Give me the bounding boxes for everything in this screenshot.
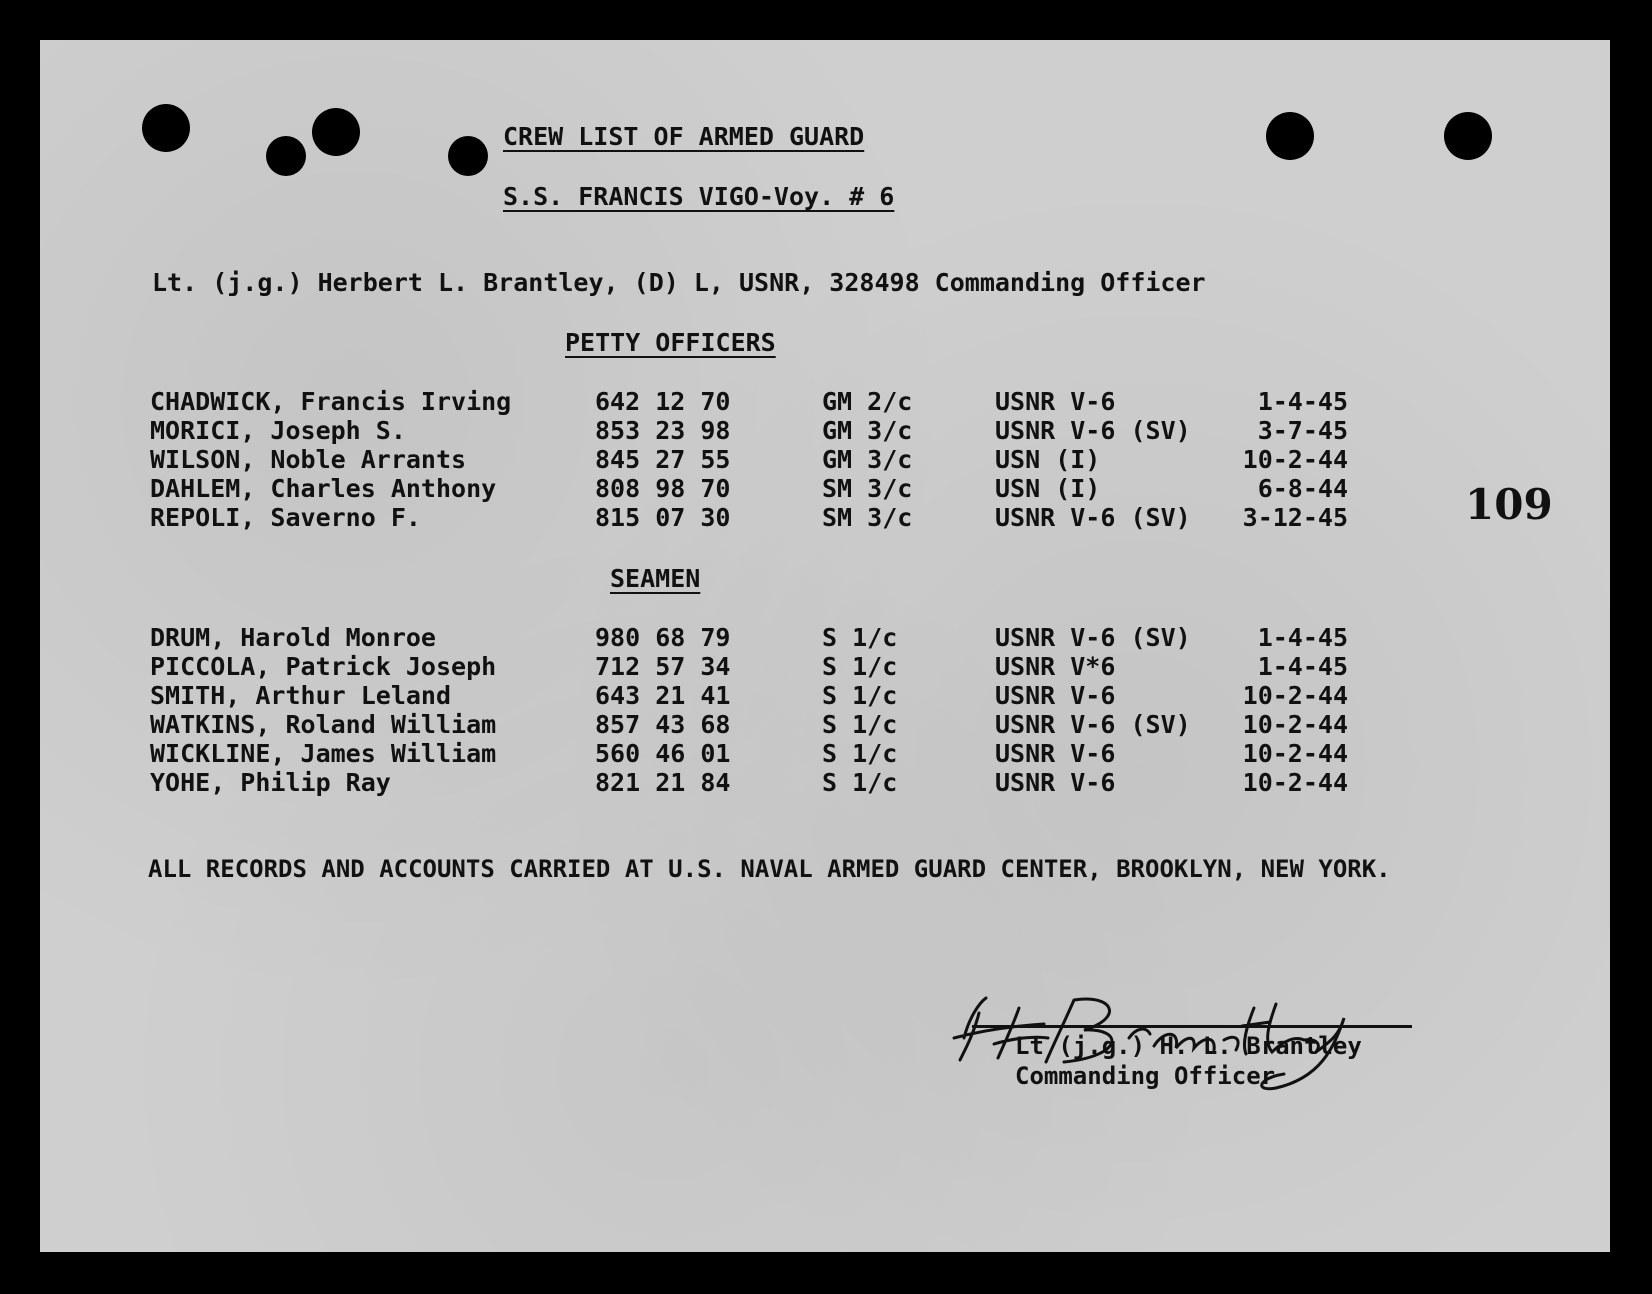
seamen-heading: SEAMEN bbox=[610, 564, 701, 593]
rate: GM 3/c bbox=[822, 416, 913, 445]
rate: SM 3/c bbox=[822, 474, 913, 503]
branch: USNR V-6 bbox=[995, 681, 1116, 710]
crew-name: REPOLI, Saverno F. bbox=[150, 503, 421, 532]
date: 10-2-44 bbox=[1242, 768, 1348, 797]
rate: S 1/c bbox=[822, 623, 898, 652]
service-number: 857 43 68 bbox=[595, 710, 731, 739]
crew-name: YOHE, Philip Ray bbox=[150, 768, 391, 797]
crew-name: PICCOLA, Patrick Joseph bbox=[150, 652, 497, 681]
signature-line bbox=[972, 1025, 1412, 1028]
service-number: 808 98 70 bbox=[595, 474, 731, 503]
branch: USN (I) bbox=[995, 445, 1101, 474]
branch: USNR V*6 bbox=[995, 652, 1116, 681]
crew-name: WILSON, Noble Arrants bbox=[150, 445, 467, 474]
date: 1-4-45 bbox=[1257, 623, 1348, 652]
crew-name: MORICI, Joseph S. bbox=[150, 416, 406, 445]
punch-hole bbox=[1266, 112, 1314, 160]
service-number: 980 68 79 bbox=[595, 623, 731, 652]
crew-name: SMITH, Arthur Leland bbox=[150, 681, 452, 710]
service-number: 712 57 34 bbox=[595, 652, 731, 681]
document-title: CREW LIST OF ARMED GUARD bbox=[503, 122, 865, 151]
date: 10-2-44 bbox=[1242, 445, 1348, 474]
branch: USNR V-6 (SV) bbox=[995, 623, 1191, 652]
crew-name: WATKINS, Roland William bbox=[150, 710, 497, 739]
date: 10-2-44 bbox=[1242, 710, 1348, 739]
signatory-name: Lt (j.g.) H. L. Brantley bbox=[1015, 1032, 1362, 1060]
date: 10-2-44 bbox=[1242, 739, 1348, 768]
service-number: 643 21 41 bbox=[595, 681, 731, 710]
crew-name: DRUM, Harold Monroe bbox=[150, 623, 436, 652]
crew-name: WICKLINE, James William bbox=[150, 739, 497, 768]
rate: SM 3/c bbox=[822, 503, 913, 532]
punch-hole bbox=[266, 136, 306, 176]
page-number-stamp: 109 bbox=[1465, 480, 1553, 529]
table-row bbox=[150, 710, 1348, 740]
branch: USNR V-6 bbox=[995, 768, 1116, 797]
date: 1-4-45 bbox=[1257, 387, 1348, 416]
branch: USNR V-6 bbox=[995, 739, 1116, 768]
service-number: 642 12 70 bbox=[595, 387, 731, 416]
branch: USN (I) bbox=[995, 474, 1101, 503]
table-row bbox=[150, 474, 1348, 504]
service-number: 853 23 98 bbox=[595, 416, 731, 445]
punch-hole bbox=[312, 108, 360, 156]
punch-hole bbox=[448, 136, 488, 176]
date: 3-12-45 bbox=[1242, 503, 1348, 532]
table-row bbox=[150, 445, 1348, 475]
table-row bbox=[150, 739, 1348, 769]
service-number: 821 21 84 bbox=[595, 768, 731, 797]
records-note: ALL RECORDS AND ACCOUNTS CARRIED AT U.S. NAVAL ARMED GUARD CENTER, BROOKLYN, NEW YORK. bbox=[148, 855, 1391, 883]
crew-name: CHADWICK, Francis Irving bbox=[150, 387, 512, 416]
table-row bbox=[150, 652, 1348, 682]
rate: S 1/c bbox=[822, 681, 898, 710]
service-number: 560 46 01 bbox=[595, 739, 731, 768]
rate: GM 3/c bbox=[822, 445, 913, 474]
rate: GM 2/c bbox=[822, 387, 913, 416]
signatory-title: Commanding Officer bbox=[1015, 1062, 1276, 1090]
date: 10-2-44 bbox=[1242, 681, 1348, 710]
branch: USNR V-6 (SV) bbox=[995, 710, 1191, 739]
table-row bbox=[150, 416, 1348, 446]
rate: S 1/c bbox=[822, 652, 898, 681]
service-number: 815 07 30 bbox=[595, 503, 731, 532]
crew-name: DAHLEM, Charles Anthony bbox=[150, 474, 497, 503]
date: 6-8-44 bbox=[1257, 474, 1348, 503]
date: 3-7-45 bbox=[1257, 416, 1348, 445]
branch: USNR V-6 (SV) bbox=[995, 416, 1191, 445]
branch: USNR V-6 bbox=[995, 387, 1116, 416]
commanding-officer-line: Lt. (j.g.) Herbert L. Brantley, (D) L, USNR, 328498 Commanding Officer bbox=[152, 268, 1206, 297]
rate: S 1/c bbox=[822, 739, 898, 768]
branch: USNR V-6 (SV) bbox=[995, 503, 1191, 532]
petty-officers-heading: PETTY OFFICERS bbox=[565, 328, 776, 357]
date: 1-4-45 bbox=[1257, 652, 1348, 681]
table-row bbox=[150, 503, 1348, 533]
table-row bbox=[150, 768, 1348, 798]
punch-hole bbox=[142, 104, 190, 152]
table-row bbox=[150, 681, 1348, 711]
table-row bbox=[150, 387, 1348, 417]
ship-voyage: S.S. FRANCIS VIGO-Voy. # 6 bbox=[503, 182, 895, 211]
table-row bbox=[150, 623, 1348, 653]
document-page bbox=[40, 40, 1610, 1252]
rate: S 1/c bbox=[822, 768, 898, 797]
service-number: 845 27 55 bbox=[595, 445, 731, 474]
punch-hole bbox=[1444, 112, 1492, 160]
rate: S 1/c bbox=[822, 710, 898, 739]
